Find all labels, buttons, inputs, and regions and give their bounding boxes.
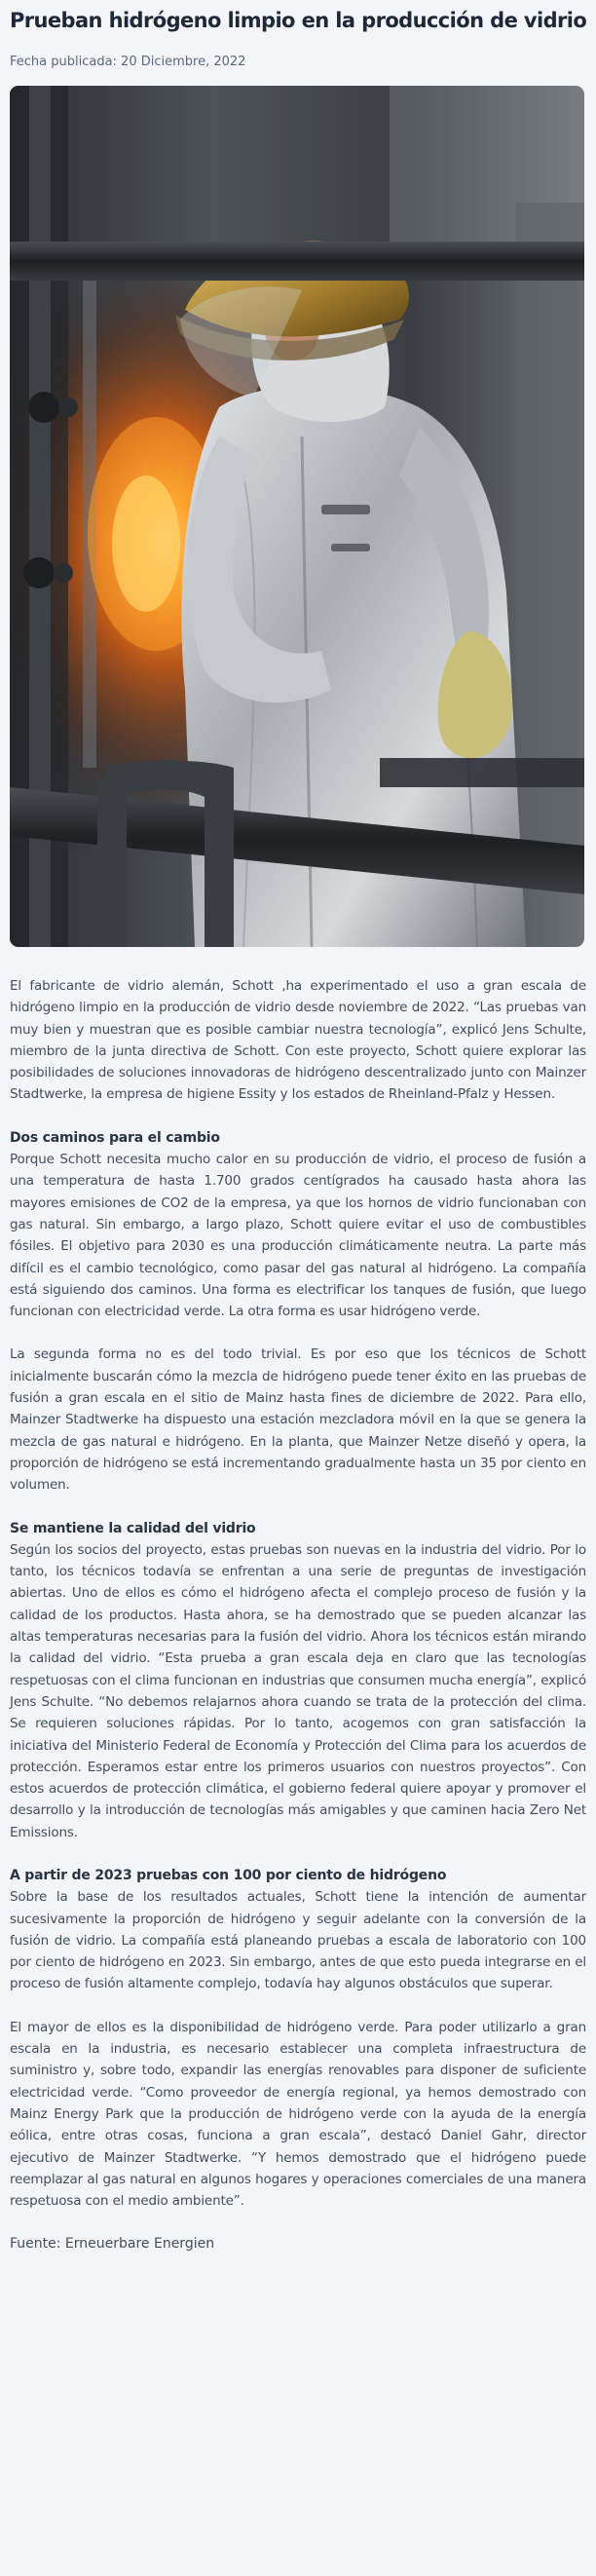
intro-paragraph: El fabricante de vidrio alemán, Schott ,ha experimentado el uso a gran escala de hidrógeno limpio en la producción de vidrio desde noviembre de 2022. “Las pruebas van muy bien y muestran que es posible cambiar nuestra tecnología”, explicó Jens Schulte, miembro de la junta directiva de Schott. Con este proyecto, Schott quiere explorar las posibilidades de soluciones innovadoras de hidrógeno descentralizado junto con Mainzer Stadtwerke, la empresa de higiene Essity y los estados de Rheinland-Pfalz y Hessen. [10,978,586,1103]
article-source: Fuente: Erneuerbare Energien [10,2236,215,2253]
section-paragraph: Porque Schott necesita mucho calor en su producción de vidrio, el proceso de fusión a una temperatura de hasta 1.700 grados centígrados ha causado hasta ahora las mayores emisiones de CO2 de la empresa, ya que los hornos de vidrio funcionaban con gas natural. Sin embargo, a largo plazo, Schott quiere evitar el uso de combustibles fósiles. El objetivo para 2030 es una producción climáticamente neutra. La parte más difícil es el cambio tecnológico, como pasar del gas natural al hidrógeno. La compañía está siguiendo dos caminos. Una forma es electrificar los tanques de fusión, que luego funcionan con electricidad verde. La otra forma es usar hidrógeno verde. [10,1152,586,1320]
section-heading: Se mantiene la calidad del vidrio [10,1520,256,1536]
section-paragraph: Sobre la base de los resultados actuales, Schott tiene la intención de aumentar sucesivamente la proporción de hidrógeno y seguir adelante con la conversión de la fusión de vidrio. La compañía está planeando pruebas a escala de laboratorio con 100 por ciento de hidrógeno en 2023. Sin embargo, antes de que esto pueda integrarse en el proceso de fusión altamente complejo, todavía hay algunos obstáculos que superar. [10,1889,586,1992]
section-paragraph: El mayor de ellos es la disponibilidad de hidrógeno verde. Para poder utilizarlo a gran escala en la industria, es necesario establecer una completa infraestructura de suministro y, sobre todo, expandir las energías renovables para disponer de suficiente electricidad verde. “Como proveedor de energía regional, ya hemos demostrado con Mainz Energy Park que la producción de hidrógeno verde con la ayuda de la energía eólica, entre otras cosas, funciona a gran escala”, destacó Daniel Gahr, director ejecutivo de Mainzer Stadtwerke. “Y hemos demostrado que el hidrógeno puede reemplazar al gas natural en algunos hogares y operaciones comerciales de una manera respetuosa con el medio ambiente”. [10,2019,586,2210]
section-paragraph: La segunda forma no es del todo trivial. Es por eso que los técnicos de Schott inicialmente buscarán cómo la mezcla de hidrógeno puede tener éxito en las pruebas de fusión a gran escala en el sitio de Mainz hasta fines de diciembre de 2022. Para ello, Mainzer Stadtwerke ha dispuesto una estación mezcladora móvil en la que se genera la mezcla de gas natural e hidrógeno. En la planta, que Mainzer Netze diseñó y opera, la proporción de hidrógeno se está incrementando gradualmente hasta un 35 por ciento en volumen. [10,1346,586,1494]
article-body [10,975,586,2254]
section-paragraph: Según los socios del proyecto, estas pruebas son nuevas en la industria del vidrio. Por lo tanto, los técnicos todavía se enfrentan a una serie de preguntas de investigación abiertas. Uno de ellos es cómo el hidrógeno afecta el complejo proceso de fusión y la calidad de los productos. Hasta ahora, se ha demostrado que se pueden alcanzar las altas temperaturas necesarias para la fusión del vidrio. Ahora los técnicos están mirando la calidad del vidrio. “Esta prueba a gran escala deja en claro que las tecnologías respetuosas con el clima funcionan en industrias que consumen mucha energía”, explicó Jens Schulte. “No debemos relajarnos ahora cuando se trata de la protección del clima. Se requieren soluciones rápidas. Por lo tanto, acogemos con gran satisfacción la iniciativa del Ministerio Federal de Economía y Protección del Clima para los acuerdos de protección. Esperamos estar entre los primeros usuarios con nuestros proyectos”. Con estos acuerdos de protección climática, el gobierno federal quiere apoyar y promover el desarrollo y la introducción de tecnologías más amigables y que caminen hacia Zero Net Emissions. [10,1541,586,1840]
article-title: Prueban hidrógeno limpio en la producción de vidrio [10,9,587,32]
section-heading: Dos caminos para el cambio [10,1129,220,1146]
publish-date: Fecha publicada: 20 Diciembre, 2022 [10,55,246,69]
hero-image [10,86,584,947]
section-heading: A partir de 2023 pruebas con 100 por ciento de hidrógeno [10,1867,447,1883]
